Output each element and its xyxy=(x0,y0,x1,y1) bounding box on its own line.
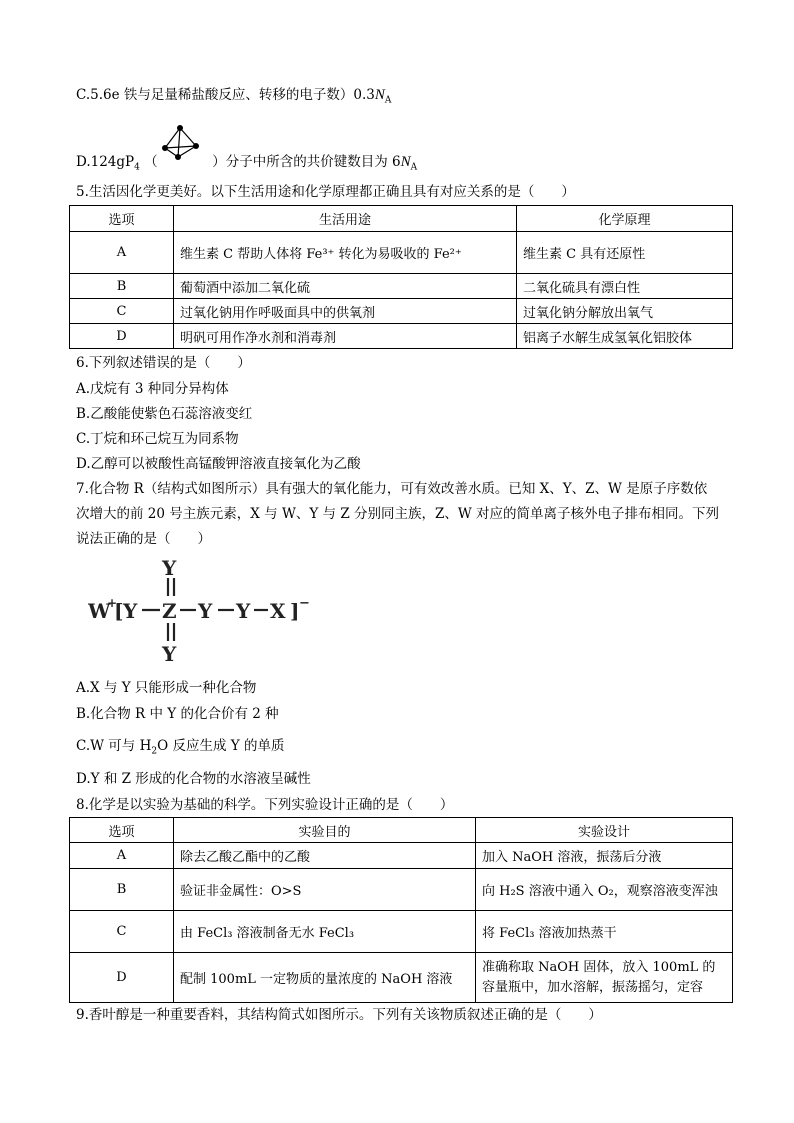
table-cell: D xyxy=(70,953,174,1003)
option-c-text: C.5.6e 铁与足量稀盐酸反应、转移的电子数）0.3 xyxy=(76,87,375,103)
table-cell: 除去乙酸乙酯中的乙酸 xyxy=(174,843,476,869)
avogadro-symbol: N xyxy=(400,154,411,170)
table-cell: 由 FeCl₃ 溶液制备无水 FeCl₃ xyxy=(174,911,476,953)
struct-y-bottom: Y xyxy=(162,642,177,665)
option-7d: D.Y 和 Z 形成的化合物的水溶液呈碱性 xyxy=(76,771,311,787)
compound-r-structure xyxy=(88,555,318,665)
option-7c-pre: C.W 可与 H xyxy=(76,738,152,754)
table-row xyxy=(70,869,733,911)
question-9: 9.香叶醇是一种重要香料，其结构简式如图所示。下列有关该物质叙述正确的是（ ） xyxy=(76,1007,602,1023)
struct-right-bracket: ] xyxy=(290,599,300,623)
table-row xyxy=(70,299,733,324)
table-cell: B xyxy=(70,274,174,299)
option-d-subscript: 4 xyxy=(134,162,140,173)
question-7-line2: 次增大的前 20 号主族元素，X 与 W、Y 与 Z 分别同主族，Z、W 对应的简单离子核外电子排布相同。下列 xyxy=(76,506,720,522)
table-header-row xyxy=(70,818,733,843)
question-5: 5.生活因化学更美好。以下生活用途和化学原理都正确且具有对应关系的是（ ） xyxy=(76,184,575,200)
table-cell: A xyxy=(70,843,174,869)
option-6d: D.乙醇可以被酸性高锰酸钾溶液直接氧化为乙酸 xyxy=(76,456,361,472)
table-cell: B xyxy=(70,869,174,911)
avogadro-symbol: N xyxy=(374,87,385,103)
table-header-row xyxy=(70,206,733,232)
option-d-text: 分子中所含的共价键数目为 6 xyxy=(225,154,401,170)
table-cell: 配制 100mL 一定物质的量浓度的 NaOH 溶液 xyxy=(174,953,476,1003)
table-q5 xyxy=(69,205,733,349)
question-6: 6.下列叙述错误的是（ ） xyxy=(76,355,251,371)
header-cell: 化学原理 xyxy=(517,206,733,232)
option-d: $D.124gP_4$ （ ）分子中所含的共价键数目为 $6N_A$ xyxy=(76,154,418,173)
table-row xyxy=(70,953,733,1003)
table-cell: 铝离子水解生成氢氧化铝胶体 xyxy=(517,324,733,349)
struct-x: X xyxy=(270,599,286,623)
option-6b: B.乙酸能使紫色石蕊溶液变红 xyxy=(76,406,253,422)
table-cell: 明矾可用作净水剂和消毒剂 xyxy=(174,324,517,349)
table-cell: C xyxy=(70,299,174,324)
question-7-line1: 7.化合物 R（结构式如图所示）具有强大的氧化能力，可有效改善水质。已知 X、Y、Z、W 是原子序数依 xyxy=(76,481,708,497)
table-cell: 过氧化钠用作呼吸面具中的供氧剂 xyxy=(174,299,517,324)
option-c xyxy=(76,86,391,110)
struct-w: W xyxy=(88,599,111,623)
table-row xyxy=(70,232,733,274)
option-6c: C.丁烷和环己烷互为同系物 xyxy=(76,431,239,447)
struct-plus: + xyxy=(107,596,118,610)
table-cell: 二氧化硫具有漂白性 xyxy=(517,274,733,299)
table-q8 xyxy=(69,817,733,1003)
option-6a: A.戊烷有 3 种同分异构体 xyxy=(76,381,229,397)
struct-y2: Y xyxy=(198,599,213,623)
header-cell: 选项 xyxy=(70,818,174,843)
option-7c xyxy=(76,737,284,761)
table-row xyxy=(70,843,733,869)
struct-minus: − xyxy=(299,596,310,611)
table-cell: 过氧化钠分解放出氧气 xyxy=(517,299,733,324)
question-7-line3: 说法正确的是（ ） xyxy=(76,531,211,547)
option-7c-post: O 反应生成 Y 的单质 xyxy=(157,738,285,754)
table-cell: 将 FeCl₃ 溶液加热蒸干 xyxy=(476,911,733,953)
table-cell: C xyxy=(70,911,174,953)
option-7a: A.X 与 Y 只能形成一种化合物 xyxy=(76,680,257,696)
header-cell: 实验设计 xyxy=(476,818,733,843)
option-7c-sub: 2 xyxy=(151,746,158,757)
option-7b: B.化合物 R 中 Y 的化合价有 2 种 xyxy=(76,706,279,722)
struct-y1: Y xyxy=(123,599,138,623)
table-row xyxy=(70,324,733,349)
struct-y3: Y xyxy=(236,599,251,623)
struct-y-top: Y xyxy=(162,556,177,580)
struct-z: Z xyxy=(162,599,177,623)
option-d-prefix: D.124gP xyxy=(76,154,135,170)
struct-left-bracket: [ xyxy=(114,599,124,623)
table-row xyxy=(70,274,733,299)
table-cell: 维生素 C 具有还原性 xyxy=(517,232,733,274)
table-cell: 葡萄酒中添加二氧化硫 xyxy=(174,274,517,299)
table-cell: 准确称取 NaOH 固体，放入 100mL 的容量瓶中，加水溶解，振荡摇匀，定容 xyxy=(476,953,733,1003)
header-cell: 实验目的 xyxy=(174,818,476,843)
p4-tetrahedron-figure xyxy=(160,124,204,164)
avogadro-subscript: A xyxy=(410,162,418,173)
table-cell: A xyxy=(70,232,174,274)
header-cell: 生活用途 xyxy=(174,206,517,232)
table-cell: D xyxy=(70,324,174,349)
table-row xyxy=(70,911,733,953)
table-cell: 验证非金属性：O>S xyxy=(174,869,476,911)
avogadro-subscript: A xyxy=(384,95,392,106)
table-cell: 向 H₂S 溶液中通入 O₂，观察溶液变浑浊 xyxy=(476,869,733,911)
question-8: 8.化学是以实验为基础的科学。下列实验设计正确的是（ ） xyxy=(76,797,454,813)
header-cell: 选项 xyxy=(70,206,174,232)
table-cell: 加入 NaOH 溶液，振荡后分液 xyxy=(476,843,733,869)
table-cell: 维生素 C 帮助人体将 Fe³⁺ 转化为易吸收的 Fe²⁺ xyxy=(174,232,517,274)
